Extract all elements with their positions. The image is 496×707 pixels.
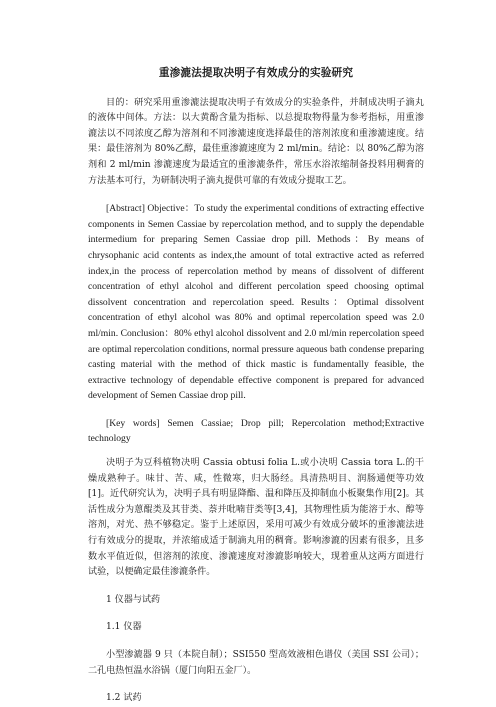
section-heading-1-2: 1.2 试药 — [106, 693, 142, 704]
page-title: 重渗漉法提取决明子有效成分的实验研究 — [158, 67, 354, 79]
abstract-english: [Abstract] Objective：To study the experimental conditions of extracting effective components in Semen Cassiae by repercolation method, and to supply the dependable intermedium for preparing Semen Cassiae drop pill. Methods：By means of chrysophanic acid contents as index,the amount of total extractive acted as referred index,in the process of repercolation method by means of dissolvent of different concentration of ethyl alcohol and different percolation speed choosing optimal dissolvent concentration and repercolation speed. Results：Optimal dissolvent concentration of ethyl alcohol was 80% and optimal repercolation speed was 2.0 ml/min. Conclusion：80% ethyl alcohol dissolvent and 2.0 ml/min repercolation speed are optimal repercolation conditions, normal pressure aqueous bath condense preparing casting material with the method of thick mastic is fundamentally feasible, the extractive technology of dependable effective component is prepared for advanced development of Semen Cassiae drop pill. — [88, 203, 424, 402]
section-heading-1: 1 仪器与试药 — [106, 594, 161, 605]
abstract-chinese: 目的：研究采用重渗漉法提取决明子有效成分的实验条件，并制成决明子滴丸的液体中间体。方法：以大黄酚含量为指标、以总提取物得量为参考指标，用重渗漉法以不同浓度乙醇为溶剂和不同渗漉速度选择最佳的溶剂浓度和重渗漉速度。结果：最佳溶剂为 80%乙醇，最佳重渗漉速度为 2 ml/min。结论：以 80%乙醇为溶剂和 2 ml/min 渗漉速度为最适宜的重渗漉条件，常压水浴浓缩制备投料用稠膏的方法基本可行，为研制决明子滴丸提供可靠的有效成分提取工艺。 — [88, 97, 424, 186]
section-heading-1-1: 1.1 仪器 — [106, 622, 142, 633]
intro-paragraph: 决明子为豆科植物决明 Cassia obtusi folia L.或小决明 Cassia tora L.的干燥成熟种子。味甘、苦、咸，性微寒，归大肠经。具清热明目、润肠通便等功效[1]。近代研究认为，决明子具有明显降酯、温和降压及抑制血小板聚集作用[2]。其活性成分为蒽醌类及其苷类、萘并吡喃苷类等[3,4]，其物理性质为能溶于水、醇等溶剂，对光、热不够稳定。鉴于上述原因，采用可减少有效成分破坏的重渗漉法进行有效成分的提取，并浓缩成适于制滴丸用的稠膏。影响渗漉的因素有很多，且多数水平值近似，但溶剂的浓度、渗漉速度对渗漉影响较大，现着重从这两方面进行试验，以便确定最佳渗漉条件。 — [88, 458, 424, 578]
instruments-paragraph: 小型渗漉器 9 只（本院自制）；SSI550 型高效液相色谱仪（美国 SSI 公司）；二孔电热恒温水浴锅（厦门向阳五金厂）。 — [88, 650, 424, 676]
keywords: [Key words] Semen Cassiae; Drop pill; Repercolation method;Extractive technology — [88, 417, 424, 445]
